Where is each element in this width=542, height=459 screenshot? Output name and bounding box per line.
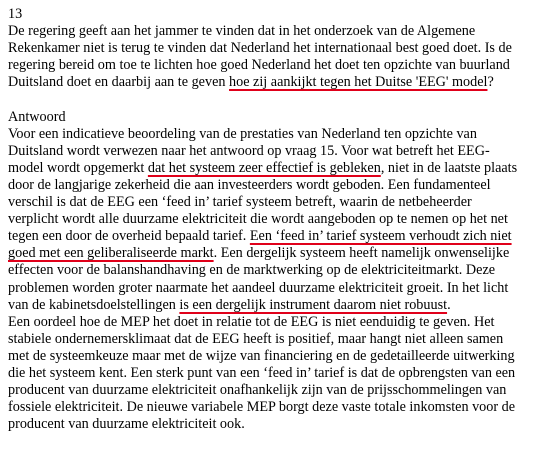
answer-text — [8, 126, 538, 434]
text-segment: van de kabinetsdoelstellingen — [8, 296, 180, 313]
text-line — [8, 331, 538, 348]
text-segment: die het systeem kent. Een sterk punt van een ‘feed in’ tarief is dat de opbrengsten van een — [8, 364, 516, 381]
text-segment: regering bereid om toe te lichten hoe goed Nederland het doet ten opzichte van buurland — [8, 57, 510, 74]
text-segment: Duitsland wordt verwezen naar het antwoord op vraag 15. Voor wat betreft het EEG- — [8, 142, 490, 159]
text-line — [8, 262, 538, 279]
text-line — [8, 57, 538, 74]
text-line — [8, 40, 538, 57]
text-line — [8, 160, 538, 177]
text-segment: ? — [487, 74, 494, 91]
text-line — [8, 228, 538, 245]
text-segment: verschil is dat de EEG een ‘feed in’ tarief systeem betreft, waarin de netbeheerder — [8, 194, 472, 211]
highlighted-phrase: is een dergelijk instrument daarom niet robuust — [179, 296, 448, 313]
highlighted-phrase: hoe zij aankijkt tegen het Duitse 'EEG' model — [229, 74, 488, 91]
text-segment: . Een dergelijk systeem heeft namelijk onwenselijke — [213, 245, 510, 262]
paragraph-spacer — [8, 91, 538, 108]
text-segment: Voor een indicatieve beoordeling van de prestaties van Nederland ten opzichte van — [8, 125, 477, 142]
document-page — [8, 6, 538, 433]
text-line — [8, 126, 538, 143]
text-line — [8, 297, 538, 314]
text-segment: problemen worden groter naarmate het aandeel duurzame elektriciteit groeit. In het licht — [8, 279, 509, 296]
text-line — [8, 211, 538, 228]
text-segment: Duitsland doet en daarbij aan te geven — [8, 74, 230, 91]
text-line — [8, 348, 538, 365]
text-segment: Een oordeel hoe de MEP het doet in relatie tot de EEG is niet eenduidig te geven. Het — [8, 313, 495, 330]
text-line — [8, 143, 538, 160]
text-segment: . — [447, 296, 451, 313]
text-segment: fossiele elektriciteit. De nieuwe variabele MEP borgt deze vaste totale inkomsten voor de — [8, 399, 516, 416]
text-segment: Rekenkamer niet is terug te vinden dat Nederland het internationaal best goed doet. Is de — [8, 40, 512, 57]
highlighted-phrase: dat het systeem zeer effectief is gebleken — [147, 159, 381, 176]
text-line — [8, 416, 538, 433]
text-segment: producent van duurzame elektriciteit onafhankelijk zijn van de prijsschommelingen van — [8, 382, 507, 399]
highlighted-phrase: goed met een geliberaliseerde markt — [8, 245, 214, 262]
text-line — [8, 245, 538, 262]
text-line — [8, 399, 538, 416]
text-line — [8, 194, 538, 211]
question-text — [8, 23, 538, 91]
text-line — [8, 23, 538, 40]
text-line — [8, 280, 538, 297]
question-number: 13 — [8, 6, 23, 22]
text-segment: De regering geeft aan het jammer te vinden dat in het onderzoek van de Algemene — [8, 23, 476, 40]
text-segment: tegen een door de overheid bepaald tarief. — [8, 228, 250, 245]
text-line — [8, 74, 538, 91]
text-segment: met de systeemkeuze maar met de wijze van financiering en de gedetailleerde uitwerking — [8, 347, 515, 364]
text-segment: model wordt opgemerkt — [8, 159, 148, 176]
text-line — [8, 177, 538, 194]
text-line — [8, 382, 538, 399]
text-line — [8, 314, 538, 331]
highlighted-phrase: Een ‘feed in’ tarief systeem verhoudt zich niet — [249, 228, 512, 245]
text-segment: , niet in de laatste plaats — [380, 159, 518, 176]
answer-heading: Antwoord — [8, 108, 66, 125]
text-segment: producent van duurzame elektriciteit ook. — [8, 416, 245, 433]
text-line — [8, 365, 538, 382]
text-segment: verplicht wordt alle duurzame elektriciteit die wordt aangeboden op te nemen op het net — [8, 211, 508, 228]
text-segment: stabiele ondernemersklimaat dat de EEG heeft is positief, maar hangt niet alleen samen — [8, 330, 504, 347]
text-segment: effecten voor de balanshandhaving en de marktwerking op de elektriciteitmarkt. Deze — [8, 262, 496, 279]
text-segment: door de langjarige zekerheid die aan investeerders wordt geboden. Een fundamenteel — [8, 176, 491, 193]
